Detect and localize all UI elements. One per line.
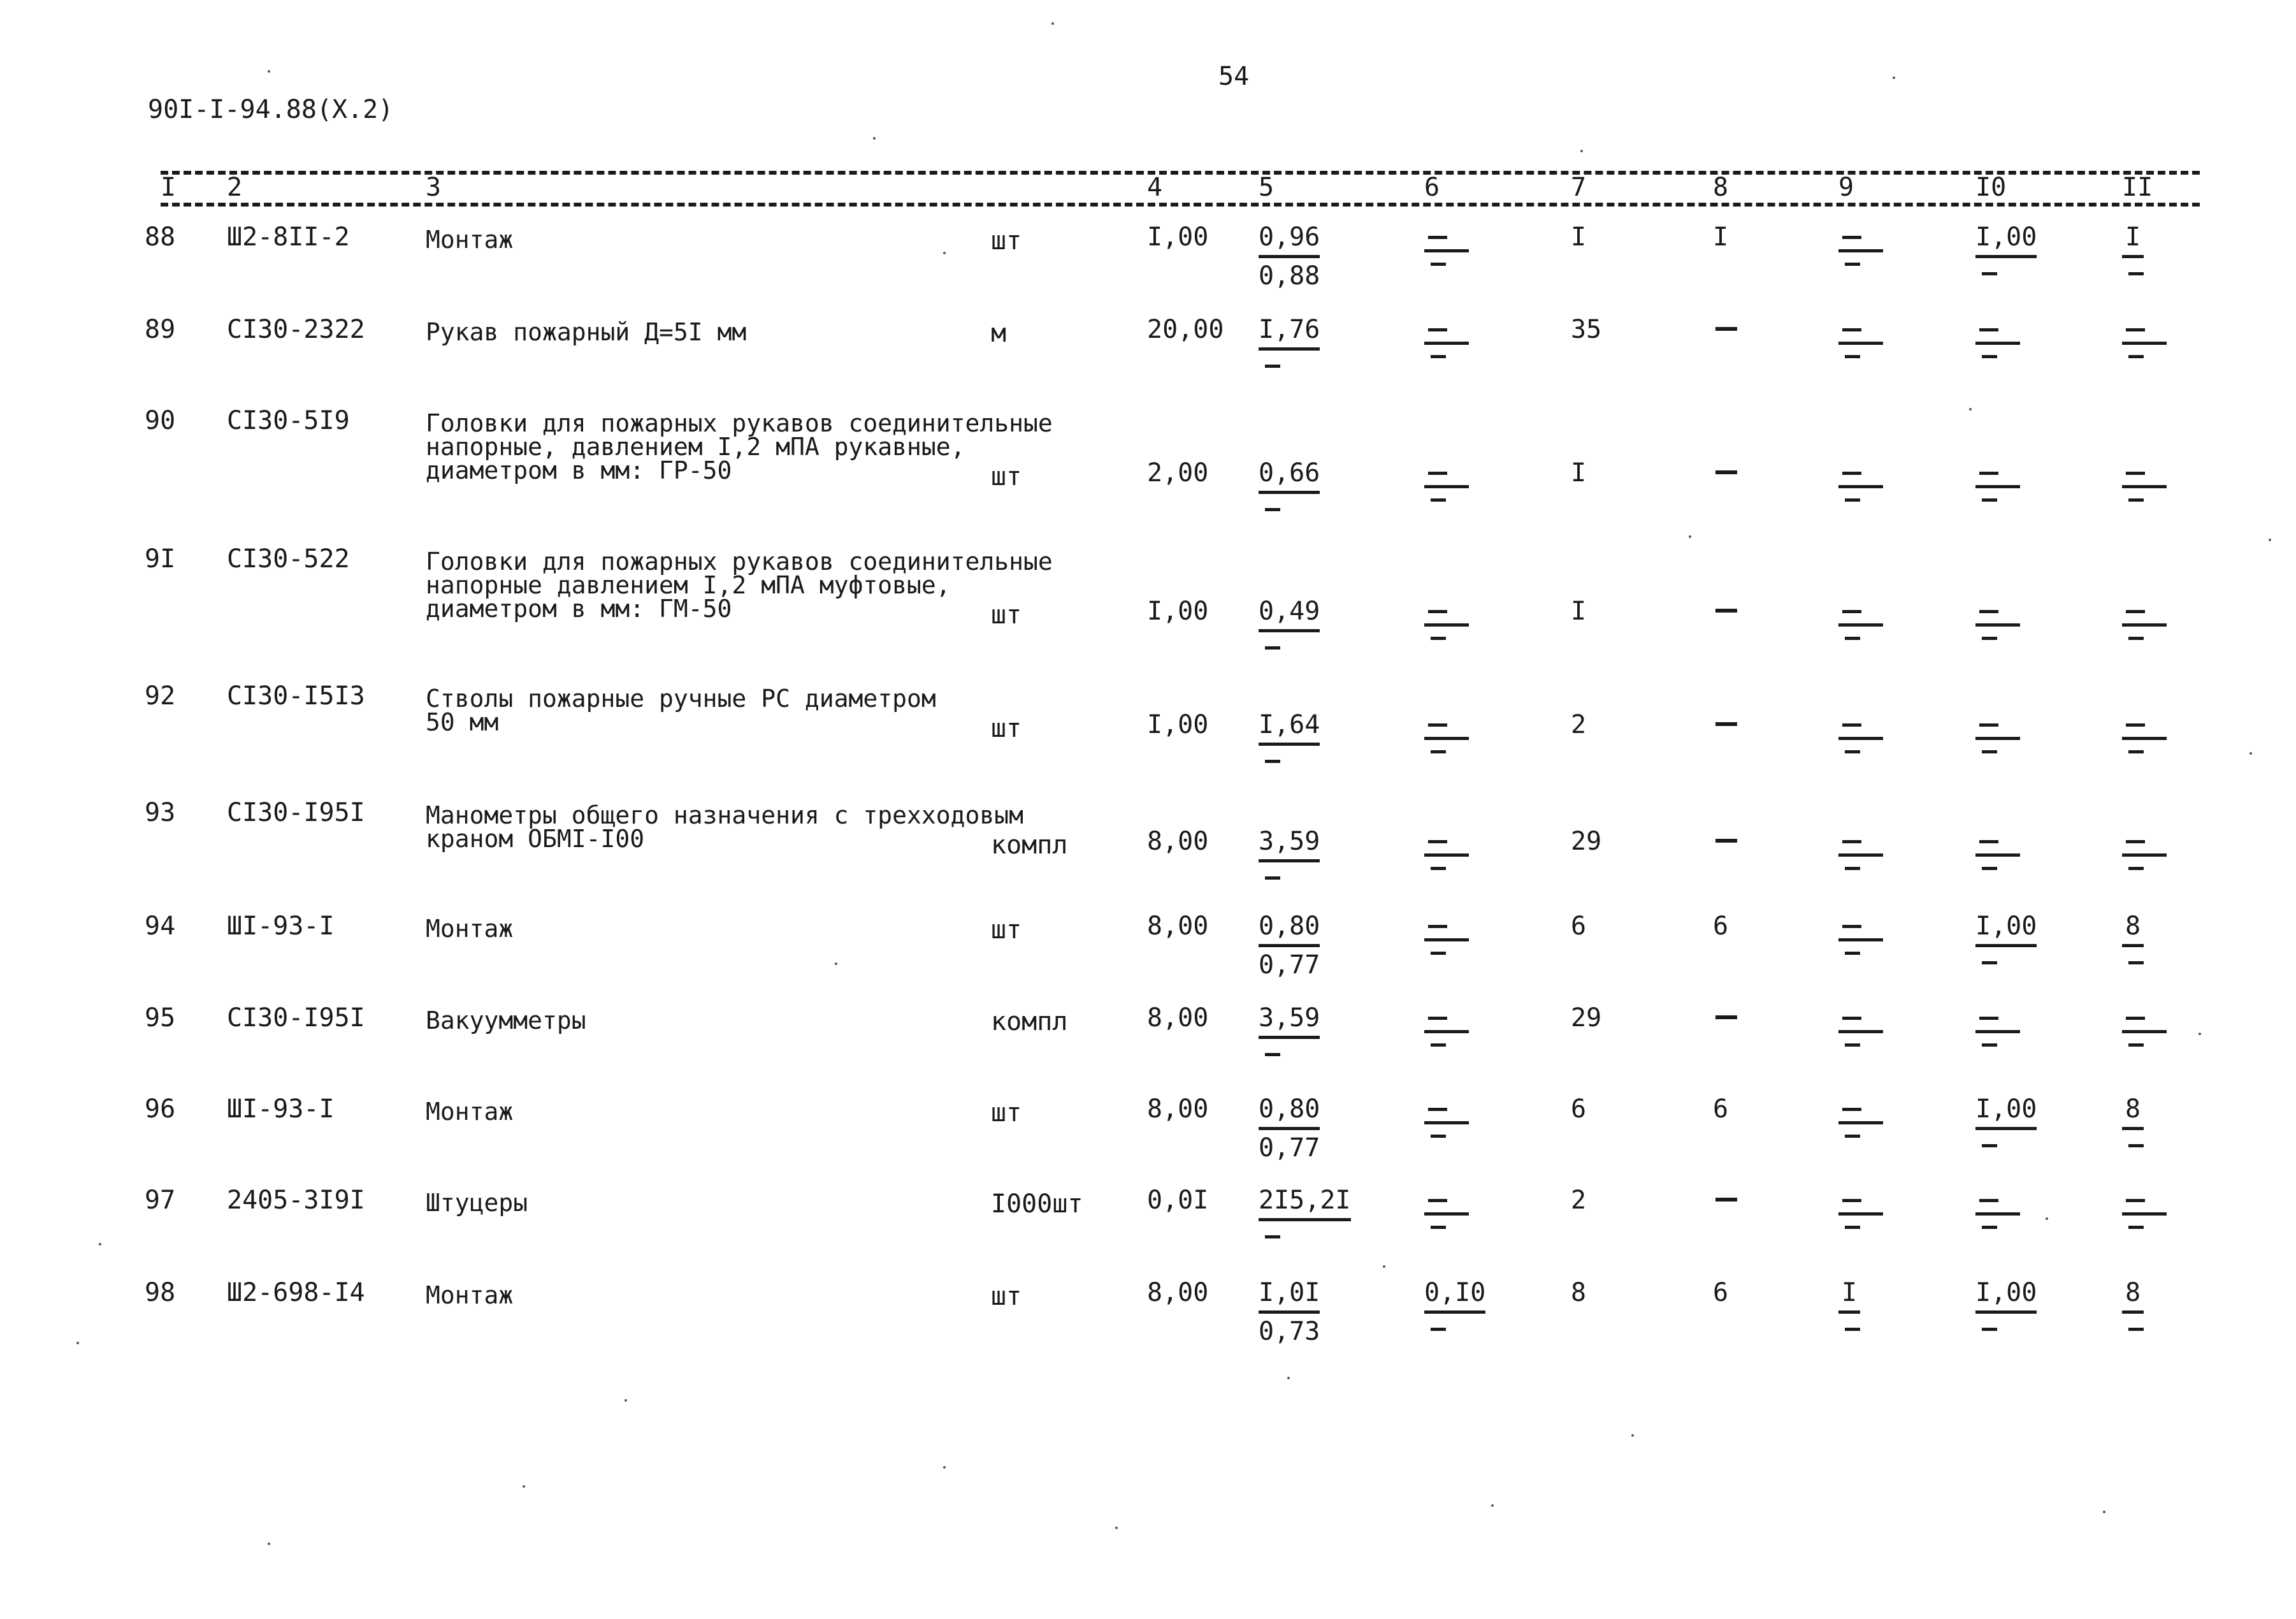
item-code: СI30-522 — [227, 544, 350, 574]
item-code: СI30-I95I — [227, 798, 365, 827]
col10-value — [1975, 1280, 2037, 1331]
scan-speck — [2199, 1033, 2201, 1035]
unit: шт — [991, 1098, 1022, 1128]
column-header-6: 6 — [1424, 173, 1440, 202]
col5-value-denominator: 0,77 — [1259, 1133, 1320, 1163]
col11-value — [2122, 224, 2144, 275]
col6-value — [1424, 1280, 1485, 1331]
col11-value-numerator: I — [2125, 222, 2141, 252]
column-header-11: II — [2122, 173, 2153, 202]
scan-speck — [1115, 1527, 1118, 1529]
scan-speck — [873, 137, 876, 140]
unit: компл — [991, 1007, 1068, 1036]
col11-value-denominator — [2122, 1130, 2144, 1147]
col5-value — [1259, 913, 1320, 978]
col5-value-numerator: I,64 — [1259, 710, 1320, 739]
description-line: Монтаж — [426, 226, 514, 254]
col7-value: I — [1571, 597, 1587, 626]
col11-value — [2122, 317, 2179, 358]
col5-value — [1259, 1005, 1320, 1056]
col5-value-denominator — [1259, 1221, 1351, 1238]
scan-speck — [1631, 1434, 1634, 1437]
col7-value: 8 — [1571, 1278, 1587, 1307]
col9-value-numerator: I — [1841, 1278, 1858, 1307]
col7-value: 35 — [1571, 315, 1602, 344]
col8-value — [1713, 599, 1737, 613]
scan-speck — [1287, 1377, 1290, 1379]
col5-value-numerator: I,76 — [1259, 315, 1320, 344]
col10-value — [1975, 1187, 2033, 1229]
col6-value — [1424, 460, 1482, 502]
col5-value — [1259, 829, 1320, 880]
col10-value — [1975, 460, 2033, 502]
column-header-9: 9 — [1838, 173, 1854, 202]
col5-value-numerator: 0,80 — [1259, 1094, 1320, 1124]
col5-value-denominator: 0,77 — [1259, 950, 1320, 980]
col8-value: I — [1713, 222, 1729, 252]
col5-value-denominator — [1259, 494, 1320, 511]
scan-speck — [268, 1543, 270, 1545]
item-description — [426, 1006, 586, 1035]
item-description — [426, 917, 513, 941]
description-line: Монтаж — [426, 915, 514, 943]
col10-value-denominator — [1975, 947, 2037, 964]
unit: компл — [991, 831, 1068, 860]
description-line: Вакуумметры — [426, 1006, 586, 1035]
item-description — [426, 409, 1053, 484]
unit: шт — [991, 915, 1022, 945]
document-code: 90I-I-94.88(X.2) — [148, 95, 394, 124]
description-line: Монтаж — [426, 1281, 514, 1309]
row-number: 93 — [145, 798, 176, 827]
item-code: ШI-93-I — [227, 1094, 335, 1124]
item-description — [426, 687, 936, 734]
description-line: диаметром в мм: ГР-50 — [426, 456, 732, 484]
item-code: Ш2-8II-2 — [227, 222, 350, 252]
col7-value: I — [1571, 458, 1587, 488]
quantity: 20,00 — [1147, 315, 1224, 344]
scan-speck — [1580, 150, 1583, 152]
col7-value: 6 — [1571, 1094, 1587, 1124]
col10-value-numerator: I,00 — [1975, 911, 2037, 941]
item-description — [426, 1281, 514, 1309]
quantity: 8,00 — [1147, 1278, 1209, 1307]
scan-speck — [625, 1399, 627, 1402]
unit: шт — [991, 1282, 1022, 1311]
col8-value — [1713, 712, 1737, 726]
column-header-8: 8 — [1713, 173, 1729, 202]
col7-value: 29 — [1571, 1003, 1602, 1033]
item-code: Ш2-698-I4 — [227, 1278, 365, 1307]
column-header-3: 3 — [426, 173, 442, 202]
item-code: 2405-3I9I — [227, 1186, 365, 1215]
description-line: Стволы пожарные ручные РС диаметром — [426, 685, 936, 713]
col9-value — [1838, 1005, 1896, 1047]
col10-value — [1975, 913, 2037, 964]
col8-value: 6 — [1713, 1094, 1729, 1124]
col11-value — [2122, 913, 2144, 964]
scan-speck — [2103, 1511, 2105, 1513]
quantity: I,00 — [1147, 597, 1209, 626]
unit: шт — [991, 226, 1022, 256]
col10-value — [1975, 1096, 2037, 1147]
scan-speck — [2249, 752, 2252, 755]
col5-value-numerator: 0,49 — [1259, 597, 1320, 626]
scan-speck — [76, 1342, 79, 1344]
description-line: Рукав пожарный Д=5I мм — [426, 318, 747, 346]
column-header-10: I0 — [1975, 173, 2007, 202]
scan-speck — [1689, 535, 1691, 538]
col7-value: 6 — [1571, 911, 1587, 941]
item-code: СI30-5I9 — [227, 406, 350, 435]
row-number: 92 — [145, 681, 176, 711]
header-rule-bottom — [161, 203, 2200, 207]
description-line: Манометры общего назначения с трехходовым — [426, 801, 1023, 829]
col11-value — [2122, 1005, 2179, 1047]
quantity: 8,00 — [1147, 1003, 1209, 1033]
col11-value — [2122, 829, 2179, 870]
description-line: напорные давлением I,2 мПА муфтовые, — [426, 571, 951, 599]
col7-value: 2 — [1571, 1186, 1587, 1215]
col6-value — [1424, 1005, 1482, 1047]
col7-value: 29 — [1571, 827, 1602, 856]
col5-value-denominator — [1259, 1039, 1320, 1056]
col5-value-denominator — [1259, 862, 1320, 880]
col9-value — [1838, 599, 1896, 640]
item-description — [426, 318, 747, 346]
col11-value-numerator: 8 — [2125, 1278, 2141, 1307]
item-code: СI30-I5I3 — [227, 681, 365, 711]
col10-value-numerator: I,00 — [1975, 1278, 2037, 1307]
scan-speck — [2046, 1217, 2048, 1220]
col5-value-numerator: 2I5,2I — [1259, 1186, 1351, 1215]
item-description — [426, 228, 513, 252]
col5-value-numerator: 0,66 — [1259, 458, 1320, 488]
col9-value-denominator — [1838, 1314, 1860, 1331]
col6-value — [1424, 1096, 1482, 1138]
quantity: 8,00 — [1147, 911, 1209, 941]
col8-value — [1713, 317, 1737, 331]
col10-value-denominator — [1975, 1314, 2037, 1331]
col5-value-numerator: 3,59 — [1259, 1003, 1320, 1033]
col5-value — [1259, 224, 1320, 289]
item-description — [426, 801, 1023, 853]
col9-value — [1838, 224, 1896, 266]
col6-value-denominator — [1424, 1314, 1485, 1331]
col10-value-numerator: I,00 — [1975, 222, 2037, 252]
scan-speck — [1893, 76, 1895, 79]
item-description — [426, 1100, 513, 1124]
col10-value-denominator — [1975, 258, 2037, 275]
col5-value — [1259, 1187, 1351, 1238]
col10-value — [1975, 712, 2033, 753]
col6-value — [1424, 829, 1482, 870]
quantity: 8,00 — [1147, 827, 1209, 856]
description-line: напорные, давлением I,2 мПА рукавные, — [426, 433, 965, 461]
row-number: 95 — [145, 1003, 176, 1033]
row-number: 94 — [145, 911, 176, 941]
col5-value — [1259, 599, 1320, 650]
row-number: 90 — [145, 406, 176, 435]
scan-speck — [943, 1466, 946, 1469]
col8-value — [1713, 460, 1737, 474]
scan-speck — [523, 1485, 525, 1488]
column-header-2: 2 — [227, 173, 243, 202]
item-description — [426, 550, 1053, 621]
unit: м — [991, 319, 1007, 348]
scan-speck — [1051, 22, 1054, 25]
scan-speck — [1383, 1265, 1385, 1268]
row-number: 9I — [145, 544, 176, 574]
scan-speck — [2269, 539, 2271, 541]
scan-speck — [835, 962, 837, 965]
description-line: 50 мм — [426, 708, 499, 736]
col5-value — [1259, 1280, 1320, 1344]
col9-value — [1838, 829, 1896, 870]
col9-value — [1838, 1096, 1896, 1138]
row-number: 88 — [145, 222, 176, 252]
item-code: СI30-2322 — [227, 315, 365, 344]
col9-value — [1838, 712, 1896, 753]
col11-value-numerator: 8 — [2125, 911, 2141, 941]
description-line: краном ОБМI-I00 — [426, 825, 645, 853]
col11-value — [2122, 599, 2179, 640]
col10-value — [1975, 224, 2037, 275]
row-number: 96 — [145, 1094, 176, 1124]
item-code: ШI-93-I — [227, 911, 335, 941]
col8-value — [1713, 829, 1737, 843]
col11-value-denominator — [2122, 947, 2144, 964]
row-number: 98 — [145, 1278, 176, 1307]
scan-speck — [268, 70, 270, 73]
column-header-5: 5 — [1259, 173, 1274, 202]
scan-speck — [943, 252, 946, 254]
unit: шт — [991, 600, 1022, 630]
col6-value — [1424, 913, 1482, 955]
col5-value — [1259, 1096, 1320, 1161]
row-number: 89 — [145, 315, 176, 344]
col10-value — [1975, 1005, 2033, 1047]
col9-value — [1838, 460, 1896, 502]
col10-value — [1975, 829, 2033, 870]
col11-value — [2122, 712, 2179, 753]
page-number: 54 — [1218, 62, 1250, 91]
col10-value — [1975, 317, 2033, 358]
col6-value — [1424, 317, 1482, 358]
description-line: Головки для пожарных рукавов соединительные — [426, 548, 1053, 576]
col5-value — [1259, 317, 1320, 368]
description-line: Штуцеры — [426, 1189, 528, 1217]
col8-value — [1713, 1005, 1737, 1019]
col7-value: I — [1571, 222, 1587, 252]
col5-value-denominator — [1259, 632, 1320, 650]
col11-value — [2122, 1096, 2144, 1147]
col8-value — [1713, 1187, 1737, 1202]
col10-value-denominator — [1975, 1130, 2037, 1147]
col5-value — [1259, 460, 1320, 511]
column-header-1: I — [161, 173, 177, 202]
col11-value-numerator: 8 — [2125, 1094, 2141, 1124]
col10-value — [1975, 599, 2033, 640]
col5-value-denominator — [1259, 351, 1320, 368]
col6-value — [1424, 1187, 1482, 1229]
description-line: Головки для пожарных рукавов соединительные — [426, 409, 1053, 437]
description-line: диаметром в мм: ГМ-50 — [426, 595, 732, 623]
quantity: 0,0I — [1147, 1186, 1209, 1215]
quantity: 8,00 — [1147, 1094, 1209, 1124]
col5-value-numerator: 0,80 — [1259, 911, 1320, 941]
column-header-7: 7 — [1571, 173, 1587, 202]
col5-value-denominator: 0,88 — [1259, 261, 1320, 291]
unit: I000шт — [991, 1189, 1083, 1219]
col11-value — [2122, 1187, 2179, 1229]
col5-value-denominator: 0,73 — [1259, 1317, 1320, 1346]
quantity: 2,00 — [1147, 458, 1209, 488]
quantity: I,00 — [1147, 710, 1209, 739]
row-number: 97 — [145, 1186, 176, 1215]
col9-value — [1838, 317, 1896, 358]
col11-value-denominator — [2122, 1314, 2144, 1331]
col9-value — [1838, 1280, 1860, 1331]
unit: шт — [991, 714, 1022, 743]
col6-value — [1424, 712, 1482, 753]
col9-value — [1838, 1187, 1896, 1229]
scan-speck — [1969, 408, 1972, 410]
header-rule-top — [161, 171, 2200, 175]
item-description — [426, 1191, 528, 1215]
col6-value — [1424, 599, 1482, 640]
scan-speck — [1491, 1504, 1494, 1507]
item-code: СI30-I95I — [227, 1003, 365, 1033]
col6-value — [1424, 224, 1482, 266]
col9-value — [1838, 913, 1896, 955]
col11-value — [2122, 460, 2179, 502]
quantity: I,00 — [1147, 222, 1209, 252]
col11-value-denominator — [2122, 258, 2144, 275]
col8-value: 6 — [1713, 911, 1729, 941]
col5-value-numerator: I,0I — [1259, 1278, 1320, 1307]
unit: шт — [991, 462, 1022, 491]
col11-value — [2122, 1280, 2144, 1331]
col5-value-numerator: 3,59 — [1259, 827, 1320, 856]
col6-value-numerator: 0,I0 — [1424, 1278, 1486, 1307]
col5-value — [1259, 712, 1320, 763]
col5-value-numerator: 0,96 — [1259, 222, 1320, 252]
col10-value-numerator: I,00 — [1975, 1094, 2037, 1124]
col5-value-denominator — [1259, 746, 1320, 763]
col7-value: 2 — [1571, 710, 1587, 739]
column-header-4: 4 — [1147, 173, 1163, 202]
col8-value: 6 — [1713, 1278, 1729, 1307]
scan-speck — [99, 1243, 101, 1245]
description-line: Монтаж — [426, 1098, 514, 1126]
